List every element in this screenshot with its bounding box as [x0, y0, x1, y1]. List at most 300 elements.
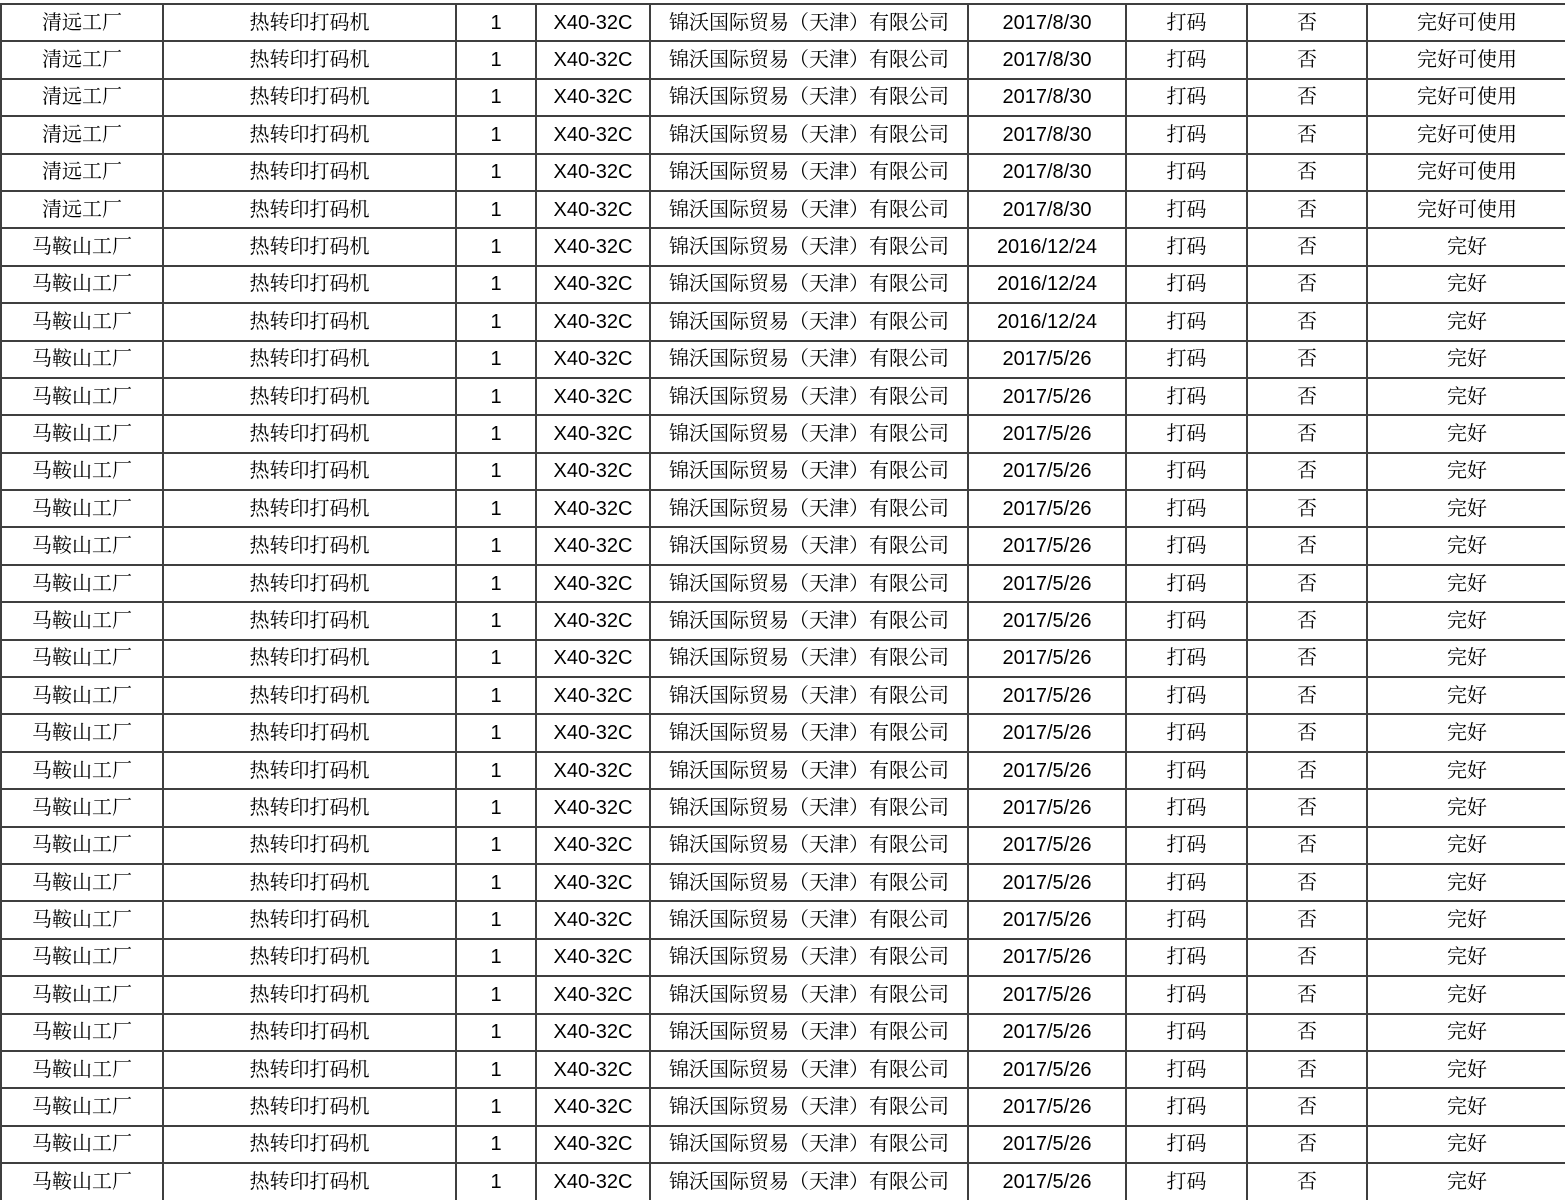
cell-equipment-name: 热转印打码机 [163, 714, 456, 751]
cell-supplier: 锦沃国际贸易（天津）有限公司 [650, 415, 968, 452]
table-row [1, 4, 1565, 41]
table-row [1, 527, 1565, 564]
cell-date: 2017/5/26 [968, 565, 1126, 602]
cell-condition: 完好 [1367, 228, 1565, 265]
cell-condition: 完好可使用 [1367, 116, 1565, 153]
cell-factory: 马鞍山工厂 [1, 303, 163, 340]
cell-equipment-name: 热转印打码机 [163, 378, 456, 415]
cell-supplier: 锦沃国际贸易（天津）有限公司 [650, 266, 968, 303]
cell-function: 打码 [1126, 602, 1247, 639]
cell-supplier: 锦沃国际贸易（天津）有限公司 [650, 341, 968, 378]
cell-flag: 否 [1247, 4, 1367, 41]
cell-equipment-name: 热转印打码机 [163, 602, 456, 639]
cell-condition: 完好 [1367, 939, 1565, 976]
cell-quantity: 1 [456, 41, 536, 78]
cell-function: 打码 [1126, 527, 1247, 564]
cell-quantity: 1 [456, 901, 536, 938]
cell-flag: 否 [1247, 527, 1367, 564]
cell-model: X40-32C [536, 1051, 650, 1088]
cell-date: 2017/5/26 [968, 640, 1126, 677]
cell-equipment-name: 热转印打码机 [163, 266, 456, 303]
cell-equipment-name: 热转印打码机 [163, 677, 456, 714]
cell-model: X40-32C [536, 1126, 650, 1163]
cell-supplier: 锦沃国际贸易（天津）有限公司 [650, 976, 968, 1013]
cell-factory: 马鞍山工厂 [1, 228, 163, 265]
cell-quantity: 1 [456, 789, 536, 826]
cell-supplier: 锦沃国际贸易（天津）有限公司 [650, 1088, 968, 1125]
cell-supplier: 锦沃国际贸易（天津）有限公司 [650, 939, 968, 976]
table-row [1, 901, 1565, 938]
cell-flag: 否 [1247, 116, 1367, 153]
cell-date: 2017/5/26 [968, 1088, 1126, 1125]
cell-quantity: 1 [456, 453, 536, 490]
cell-quantity: 1 [456, 602, 536, 639]
cell-condition: 完好 [1367, 1051, 1565, 1088]
cell-quantity: 1 [456, 191, 536, 228]
cell-flag: 否 [1247, 154, 1367, 191]
cell-supplier: 锦沃国际贸易（天津）有限公司 [650, 565, 968, 602]
cell-flag: 否 [1247, 752, 1367, 789]
cell-equipment-name: 热转印打码机 [163, 752, 456, 789]
cell-supplier: 锦沃国际贸易（天津）有限公司 [650, 490, 968, 527]
cell-condition: 完好 [1367, 1163, 1565, 1200]
table-row [1, 79, 1565, 116]
cell-quantity: 1 [456, 116, 536, 153]
cell-function: 打码 [1126, 976, 1247, 1013]
cell-supplier: 锦沃国际贸易（天津）有限公司 [650, 116, 968, 153]
cell-model: X40-32C [536, 490, 650, 527]
cell-date: 2017/5/26 [968, 1014, 1126, 1051]
cell-model: X40-32C [536, 191, 650, 228]
cell-flag: 否 [1247, 415, 1367, 452]
cell-equipment-name: 热转印打码机 [163, 415, 456, 452]
cell-condition: 完好 [1367, 415, 1565, 452]
cell-condition: 完好 [1367, 303, 1565, 340]
cell-quantity: 1 [456, 154, 536, 191]
cell-factory: 清远工厂 [1, 191, 163, 228]
cell-function: 打码 [1126, 41, 1247, 78]
cell-supplier: 锦沃国际贸易（天津）有限公司 [650, 41, 968, 78]
cell-equipment-name: 热转印打码机 [163, 939, 456, 976]
cell-factory: 马鞍山工厂 [1, 490, 163, 527]
cell-equipment-name: 热转印打码机 [163, 827, 456, 864]
cell-flag: 否 [1247, 565, 1367, 602]
cell-quantity: 1 [456, 378, 536, 415]
cell-quantity: 1 [456, 864, 536, 901]
cell-function: 打码 [1126, 490, 1247, 527]
table-row [1, 228, 1565, 265]
cell-date: 2017/5/26 [968, 714, 1126, 751]
table-row [1, 976, 1565, 1013]
cell-factory: 马鞍山工厂 [1, 378, 163, 415]
cell-supplier: 锦沃国际贸易（天津）有限公司 [650, 154, 968, 191]
cell-equipment-name: 热转印打码机 [163, 1014, 456, 1051]
cell-flag: 否 [1247, 1126, 1367, 1163]
cell-factory: 清远工厂 [1, 4, 163, 41]
cell-date: 2017/5/26 [968, 827, 1126, 864]
table-row [1, 752, 1565, 789]
cell-model: X40-32C [536, 341, 650, 378]
cell-quantity: 1 [456, 714, 536, 751]
cell-model: X40-32C [536, 752, 650, 789]
cell-condition: 完好 [1367, 901, 1565, 938]
cell-factory: 马鞍山工厂 [1, 789, 163, 826]
cell-function: 打码 [1126, 378, 1247, 415]
cell-factory: 马鞍山工厂 [1, 939, 163, 976]
cell-model: X40-32C [536, 116, 650, 153]
cell-quantity: 1 [456, 1163, 536, 1200]
cell-date: 2017/8/30 [968, 154, 1126, 191]
cell-factory: 马鞍山工厂 [1, 602, 163, 639]
cell-quantity: 1 [456, 527, 536, 564]
cell-flag: 否 [1247, 378, 1367, 415]
cell-factory: 马鞍山工厂 [1, 677, 163, 714]
cell-quantity: 1 [456, 1088, 536, 1125]
table-row [1, 1014, 1565, 1051]
cell-condition: 完好 [1367, 341, 1565, 378]
cell-supplier: 锦沃国际贸易（天津）有限公司 [650, 901, 968, 938]
cell-factory: 马鞍山工厂 [1, 640, 163, 677]
table-row [1, 154, 1565, 191]
cell-date: 2017/5/26 [968, 415, 1126, 452]
cell-model: X40-32C [536, 453, 650, 490]
table-row [1, 827, 1565, 864]
cell-condition: 完好 [1367, 527, 1565, 564]
cell-function: 打码 [1126, 341, 1247, 378]
table-row [1, 191, 1565, 228]
cell-function: 打码 [1126, 677, 1247, 714]
cell-supplier: 锦沃国际贸易（天津）有限公司 [650, 1126, 968, 1163]
cell-factory: 马鞍山工厂 [1, 752, 163, 789]
cell-model: X40-32C [536, 640, 650, 677]
cell-supplier: 锦沃国际贸易（天津）有限公司 [650, 602, 968, 639]
cell-factory: 马鞍山工厂 [1, 864, 163, 901]
cell-condition: 完好 [1367, 490, 1565, 527]
cell-quantity: 1 [456, 976, 536, 1013]
cell-quantity: 1 [456, 752, 536, 789]
table-row [1, 1051, 1565, 1088]
cell-quantity: 1 [456, 1126, 536, 1163]
cell-equipment-name: 热转印打码机 [163, 864, 456, 901]
cell-condition: 完好可使用 [1367, 154, 1565, 191]
table-row [1, 1088, 1565, 1125]
cell-equipment-name: 热转印打码机 [163, 116, 456, 153]
cell-function: 打码 [1126, 789, 1247, 826]
cell-supplier: 锦沃国际贸易（天津）有限公司 [650, 4, 968, 41]
table-row [1, 378, 1565, 415]
cell-quantity: 1 [456, 827, 536, 864]
cell-supplier: 锦沃国际贸易（天津）有限公司 [650, 79, 968, 116]
cell-model: X40-32C [536, 827, 650, 864]
cell-model: X40-32C [536, 378, 650, 415]
table-row [1, 789, 1565, 826]
cell-condition: 完好可使用 [1367, 191, 1565, 228]
cell-condition: 完好 [1367, 266, 1565, 303]
cell-function: 打码 [1126, 266, 1247, 303]
cell-model: X40-32C [536, 1088, 650, 1125]
cell-function: 打码 [1126, 714, 1247, 751]
cell-condition: 完好 [1367, 752, 1565, 789]
cell-date: 2017/8/30 [968, 116, 1126, 153]
table-row [1, 677, 1565, 714]
cell-function: 打码 [1126, 939, 1247, 976]
cell-date: 2017/5/26 [968, 976, 1126, 1013]
cell-condition: 完好 [1367, 1014, 1565, 1051]
equipment-table [0, 3, 1565, 1200]
cell-equipment-name: 热转印打码机 [163, 341, 456, 378]
cell-equipment-name: 热转印打码机 [163, 976, 456, 1013]
cell-model: X40-32C [536, 266, 650, 303]
cell-date: 2017/5/26 [968, 1051, 1126, 1088]
cell-supplier: 锦沃国际贸易（天津）有限公司 [650, 303, 968, 340]
cell-function: 打码 [1126, 4, 1247, 41]
table-row [1, 1126, 1565, 1163]
cell-date: 2017/5/26 [968, 378, 1126, 415]
cell-quantity: 1 [456, 266, 536, 303]
cell-quantity: 1 [456, 490, 536, 527]
cell-equipment-name: 热转印打码机 [163, 1088, 456, 1125]
cell-model: X40-32C [536, 565, 650, 602]
cell-condition: 完好 [1367, 864, 1565, 901]
table-row [1, 116, 1565, 153]
cell-equipment-name: 热转印打码机 [163, 453, 456, 490]
cell-function: 打码 [1126, 453, 1247, 490]
cell-model: X40-32C [536, 4, 650, 41]
cell-supplier: 锦沃国际贸易（天津）有限公司 [650, 677, 968, 714]
cell-model: X40-32C [536, 789, 650, 826]
cell-function: 打码 [1126, 1126, 1247, 1163]
cell-factory: 清远工厂 [1, 154, 163, 191]
cell-factory: 马鞍山工厂 [1, 976, 163, 1013]
cell-quantity: 1 [456, 341, 536, 378]
cell-quantity: 1 [456, 939, 536, 976]
cell-factory: 马鞍山工厂 [1, 1051, 163, 1088]
cell-flag: 否 [1247, 1051, 1367, 1088]
cell-function: 打码 [1126, 901, 1247, 938]
cell-condition: 完好可使用 [1367, 4, 1565, 41]
cell-factory: 清远工厂 [1, 79, 163, 116]
cell-flag: 否 [1247, 789, 1367, 826]
cell-model: X40-32C [536, 154, 650, 191]
cell-model: X40-32C [536, 228, 650, 265]
cell-function: 打码 [1126, 1088, 1247, 1125]
cell-factory: 马鞍山工厂 [1, 266, 163, 303]
cell-model: X40-32C [536, 79, 650, 116]
table-row [1, 341, 1565, 378]
cell-condition: 完好可使用 [1367, 41, 1565, 78]
cell-condition: 完好 [1367, 602, 1565, 639]
cell-function: 打码 [1126, 154, 1247, 191]
table-row [1, 303, 1565, 340]
cell-model: X40-32C [536, 1163, 650, 1200]
cell-equipment-name: 热转印打码机 [163, 79, 456, 116]
cell-function: 打码 [1126, 864, 1247, 901]
cell-supplier: 锦沃国际贸易（天津）有限公司 [650, 1163, 968, 1200]
table-row [1, 565, 1565, 602]
cell-condition: 完好 [1367, 1088, 1565, 1125]
cell-flag: 否 [1247, 714, 1367, 751]
cell-equipment-name: 热转印打码机 [163, 901, 456, 938]
cell-condition: 完好 [1367, 827, 1565, 864]
cell-factory: 马鞍山工厂 [1, 453, 163, 490]
cell-model: X40-32C [536, 527, 650, 564]
cell-quantity: 1 [456, 79, 536, 116]
cell-function: 打码 [1126, 1014, 1247, 1051]
cell-date: 2017/5/26 [968, 677, 1126, 714]
cell-equipment-name: 热转印打码机 [163, 41, 456, 78]
cell-function: 打码 [1126, 303, 1247, 340]
cell-equipment-name: 热转印打码机 [163, 4, 456, 41]
cell-flag: 否 [1247, 939, 1367, 976]
table-body [1, 4, 1565, 1200]
cell-supplier: 锦沃国际贸易（天津）有限公司 [650, 228, 968, 265]
cell-condition: 完好 [1367, 1126, 1565, 1163]
cell-date: 2017/8/30 [968, 79, 1126, 116]
cell-factory: 马鞍山工厂 [1, 1126, 163, 1163]
cell-flag: 否 [1247, 303, 1367, 340]
cell-equipment-name: 热转印打码机 [163, 154, 456, 191]
cell-function: 打码 [1126, 228, 1247, 265]
cell-condition: 完好 [1367, 976, 1565, 1013]
cell-flag: 否 [1247, 41, 1367, 78]
cell-equipment-name: 热转印打码机 [163, 1126, 456, 1163]
cell-condition: 完好可使用 [1367, 79, 1565, 116]
cell-flag: 否 [1247, 976, 1367, 1013]
cell-factory: 马鞍山工厂 [1, 1163, 163, 1200]
cell-model: X40-32C [536, 976, 650, 1013]
cell-factory: 马鞍山工厂 [1, 415, 163, 452]
table-row [1, 602, 1565, 639]
cell-quantity: 1 [456, 677, 536, 714]
cell-condition: 完好 [1367, 677, 1565, 714]
cell-quantity: 1 [456, 1014, 536, 1051]
cell-supplier: 锦沃国际贸易（天津）有限公司 [650, 378, 968, 415]
table-row [1, 864, 1565, 901]
cell-factory: 清远工厂 [1, 41, 163, 78]
cell-date: 2017/5/26 [968, 341, 1126, 378]
cell-factory: 马鞍山工厂 [1, 901, 163, 938]
cell-quantity: 1 [456, 640, 536, 677]
cell-date: 2017/5/26 [968, 752, 1126, 789]
cell-flag: 否 [1247, 453, 1367, 490]
cell-flag: 否 [1247, 79, 1367, 116]
cell-date: 2017/5/26 [968, 901, 1126, 938]
cell-function: 打码 [1126, 1163, 1247, 1200]
table-row [1, 266, 1565, 303]
cell-factory: 马鞍山工厂 [1, 527, 163, 564]
cell-factory: 马鞍山工厂 [1, 1014, 163, 1051]
cell-equipment-name: 热转印打码机 [163, 1163, 456, 1200]
table-row [1, 1163, 1565, 1200]
cell-equipment-name: 热转印打码机 [163, 303, 456, 340]
cell-quantity: 1 [456, 415, 536, 452]
cell-function: 打码 [1126, 565, 1247, 602]
cell-flag: 否 [1247, 341, 1367, 378]
cell-date: 2017/5/26 [968, 864, 1126, 901]
cell-factory: 马鞍山工厂 [1, 341, 163, 378]
table-row [1, 415, 1565, 452]
cell-factory: 马鞍山工厂 [1, 827, 163, 864]
cell-function: 打码 [1126, 79, 1247, 116]
cell-supplier: 锦沃国际贸易（天津）有限公司 [650, 714, 968, 751]
cell-supplier: 锦沃国际贸易（天津）有限公司 [650, 453, 968, 490]
cell-flag: 否 [1247, 602, 1367, 639]
cell-condition: 完好 [1367, 453, 1565, 490]
cell-date: 2017/5/26 [968, 1126, 1126, 1163]
cell-flag: 否 [1247, 490, 1367, 527]
cell-quantity: 1 [456, 4, 536, 41]
cell-condition: 完好 [1367, 789, 1565, 826]
cell-supplier: 锦沃国际贸易（天津）有限公司 [650, 640, 968, 677]
cell-flag: 否 [1247, 677, 1367, 714]
table-row [1, 714, 1565, 751]
cell-factory: 马鞍山工厂 [1, 1088, 163, 1125]
table-row [1, 640, 1565, 677]
cell-function: 打码 [1126, 752, 1247, 789]
table-row [1, 453, 1565, 490]
cell-factory: 清远工厂 [1, 116, 163, 153]
cell-supplier: 锦沃国际贸易（天津）有限公司 [650, 527, 968, 564]
cell-supplier: 锦沃国际贸易（天津）有限公司 [650, 864, 968, 901]
cell-flag: 否 [1247, 191, 1367, 228]
cell-quantity: 1 [456, 228, 536, 265]
cell-equipment-name: 热转印打码机 [163, 565, 456, 602]
cell-supplier: 锦沃国际贸易（天津）有限公司 [650, 752, 968, 789]
cell-factory: 马鞍山工厂 [1, 714, 163, 751]
table-row [1, 490, 1565, 527]
cell-equipment-name: 热转印打码机 [163, 640, 456, 677]
cell-quantity: 1 [456, 303, 536, 340]
cell-function: 打码 [1126, 827, 1247, 864]
cell-equipment-name: 热转印打码机 [163, 191, 456, 228]
cell-condition: 完好 [1367, 565, 1565, 602]
cell-model: X40-32C [536, 677, 650, 714]
cell-flag: 否 [1247, 1088, 1367, 1125]
cell-date: 2017/5/26 [968, 939, 1126, 976]
cell-flag: 否 [1247, 1163, 1367, 1200]
cell-model: X40-32C [536, 303, 650, 340]
cell-equipment-name: 热转印打码机 [163, 789, 456, 826]
cell-supplier: 锦沃国际贸易（天津）有限公司 [650, 1051, 968, 1088]
cell-date: 2017/5/26 [968, 527, 1126, 564]
cell-equipment-name: 热转印打码机 [163, 490, 456, 527]
cell-date: 2017/5/26 [968, 602, 1126, 639]
cell-date: 2017/8/30 [968, 41, 1126, 78]
cell-function: 打码 [1126, 415, 1247, 452]
cell-equipment-name: 热转印打码机 [163, 1051, 456, 1088]
cell-flag: 否 [1247, 901, 1367, 938]
cell-model: X40-32C [536, 1014, 650, 1051]
cell-supplier: 锦沃国际贸易（天津）有限公司 [650, 1014, 968, 1051]
cell-date: 2017/5/26 [968, 789, 1126, 826]
cell-date: 2017/8/30 [968, 4, 1126, 41]
cell-function: 打码 [1126, 1051, 1247, 1088]
cell-model: X40-32C [536, 41, 650, 78]
cell-factory: 马鞍山工厂 [1, 565, 163, 602]
cell-date: 2016/12/24 [968, 266, 1126, 303]
cell-flag: 否 [1247, 228, 1367, 265]
cell-flag: 否 [1247, 827, 1367, 864]
cell-flag: 否 [1247, 864, 1367, 901]
table-row [1, 41, 1565, 78]
cell-flag: 否 [1247, 266, 1367, 303]
cell-condition: 完好 [1367, 714, 1565, 751]
cell-date: 2017/5/26 [968, 453, 1126, 490]
cell-function: 打码 [1126, 116, 1247, 153]
cell-date: 2016/12/24 [968, 303, 1126, 340]
cell-model: X40-32C [536, 415, 650, 452]
cell-function: 打码 [1126, 191, 1247, 228]
